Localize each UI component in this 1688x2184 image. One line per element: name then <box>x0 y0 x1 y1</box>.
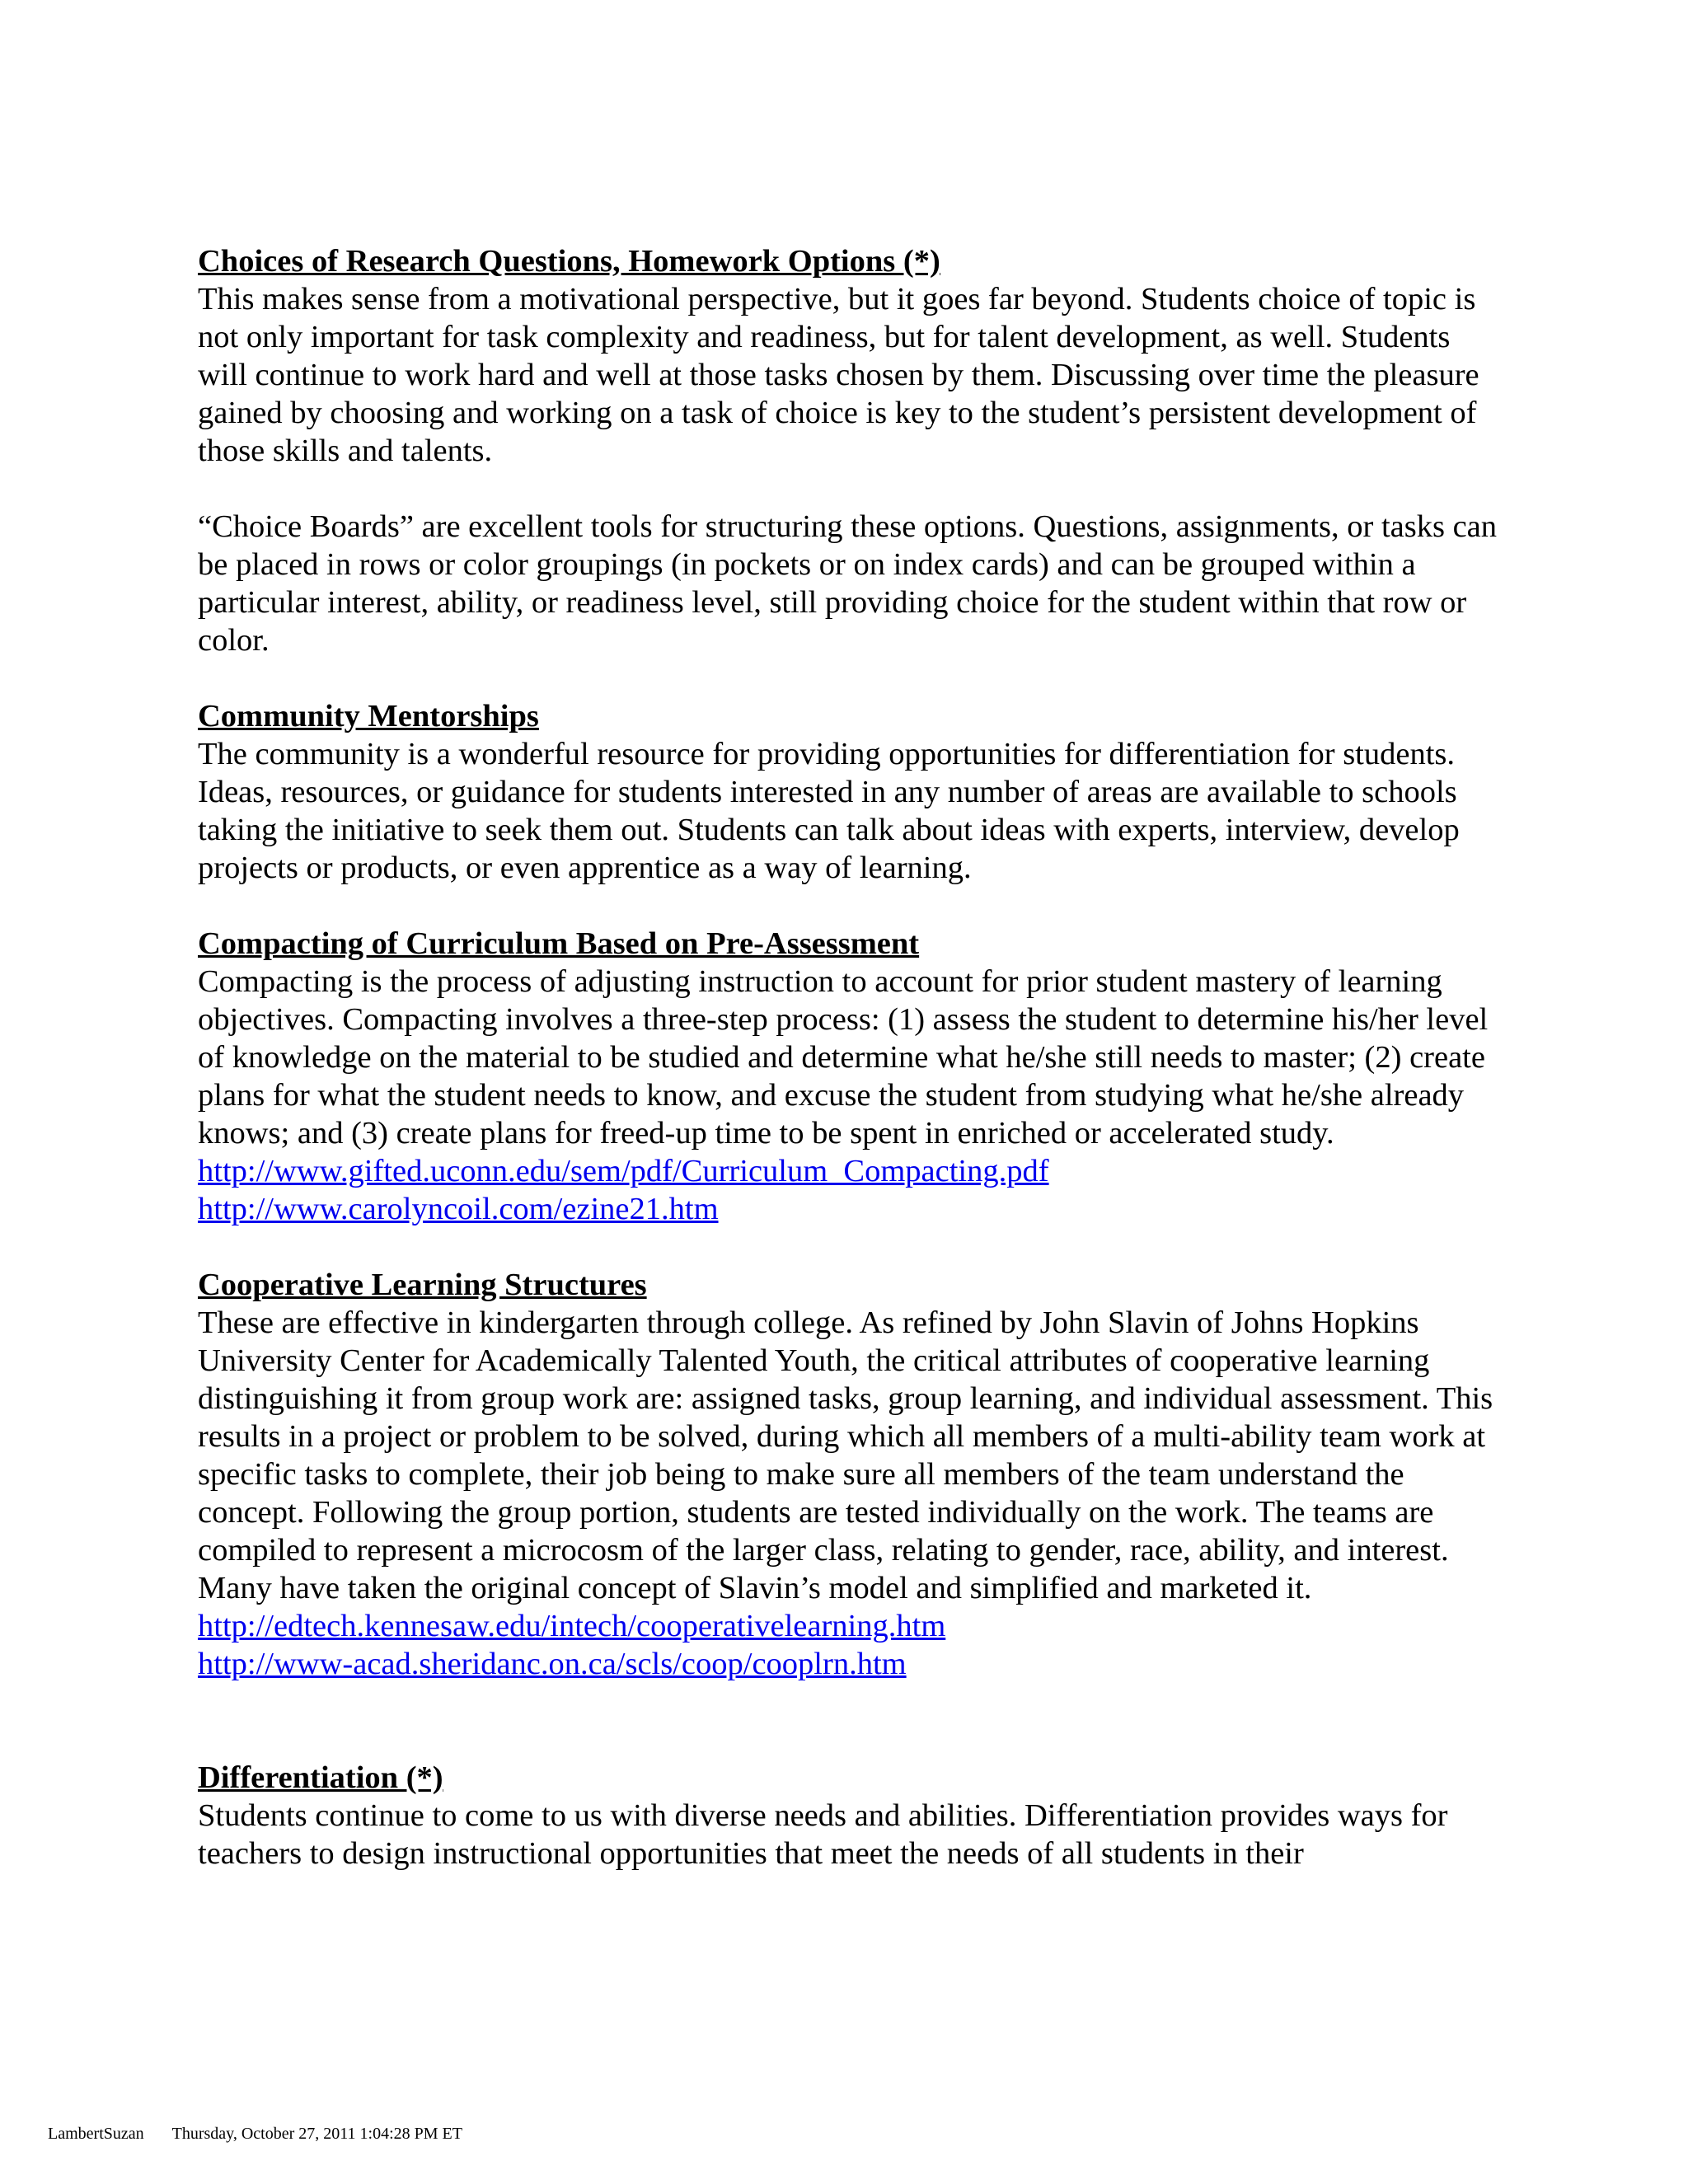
section-choices <box>198 242 1500 659</box>
footer-timestamp: Thursday, October 27, 2011 1:04:28 PM ET <box>171 2125 462 2143</box>
footer-author: LambertSuzan <box>48 2125 144 2143</box>
section-paragraph: These are effective in kindergarten through college. As refined by John Slavin of Johns Hopkins University Center for Academically Talented Youth, the critical attributes of cooperative learning distinguishing it from group work are: assigned tasks, group learning, and individual assessment. This results in a project or problem to be solved, during which all members of a multi-ability team work at specific tasks to complete, their job being to make sure all members of the team understand the concept. Following the group portion, students are tested individually on the work. The teams are compiled to represent a microcosm of the larger class, relating to gender, race, ability, and interest. Many have taken the original concept of Slavin’s model and simplified and marketed it. <box>198 1305 1493 1605</box>
section-paragraph: This makes sense from a motivational perspective, but it goes far beyond. Students choice of topic is not only important for task complexity and readiness, but for talent development, as well. Students will continue to work hard and well at those tasks chosen by them. Discussing over time the pleasure gained by choosing and working on a task of choice is key to the student’s persistent development of those skills and talents. <box>198 282 1479 468</box>
section-heading: Choices of Research Questions, Homework Options (*) <box>198 244 940 279</box>
section-community-mentorships <box>198 697 1500 887</box>
page-footer <box>48 2125 490 2144</box>
link-sheridan-cooplrn[interactable]: http://www-acad.sheridanc.on.ca/scls/coop/cooplrn.htm <box>198 1647 907 1681</box>
document-body <box>198 242 1500 1872</box>
link-kennesaw-cooperative[interactable]: http://edtech.kennesaw.edu/intech/cooperativelearning.htm <box>198 1609 946 1643</box>
section-cooperative-learning <box>198 1266 1500 1683</box>
section-paragraph: “Choice Boards” are excellent tools for structuring these options. Questions, assignments, or tasks can be placed in rows or color groupings (in pockets or on index cards) and can be grouped within a particular interest, ability, or readiness level, still providing choice for the student within that row or color. <box>198 509 1497 658</box>
section-paragraph: Students continue to come to us with diverse needs and abilities. Differentiation provides ways for teachers to design instructional opportunities that meet the needs of all students in their <box>198 1798 1448 1871</box>
section-compacting <box>198 925 1500 1228</box>
link-curriculum-compacting[interactable]: http://www.gifted.uconn.edu/sem/pdf/Curriculum_Compacting.pdf <box>198 1154 1049 1188</box>
link-carolyncoil-ezine[interactable]: http://www.carolyncoil.com/ezine21.htm <box>198 1192 719 1226</box>
section-heading: Differentiation (*) <box>198 1760 443 1795</box>
section-heading: Compacting of Curriculum Based on Pre-Assessment <box>198 926 920 961</box>
section-heading: Community Mentorships <box>198 699 539 733</box>
section-differentiation <box>198 1759 1500 1872</box>
section-heading: Cooperative Learning Structures <box>198 1268 647 1302</box>
section-paragraph: Compacting is the process of adjusting instruction to account for prior student mastery of learning objectives. Compacting involves a three-step process: (1) assess the student to determine his/her level of knowledge on the material to be studied and determine what he/she still needs to master; (2) create plans for what the student needs to know, and excuse the student from studying what he/she already knows; and (3) create plans for freed-up time to be spent in enriched or accelerated study. <box>198 964 1489 1151</box>
section-paragraph: The community is a wonderful resource for providing opportunities for differentiation for students. Ideas, resources, or guidance for students interested in any number of areas are available to schools taking the initiative to seek them out. Students can talk about ideas with experts, interview, develop projects or products, or even apprentice as a way of learning. <box>198 737 1460 885</box>
